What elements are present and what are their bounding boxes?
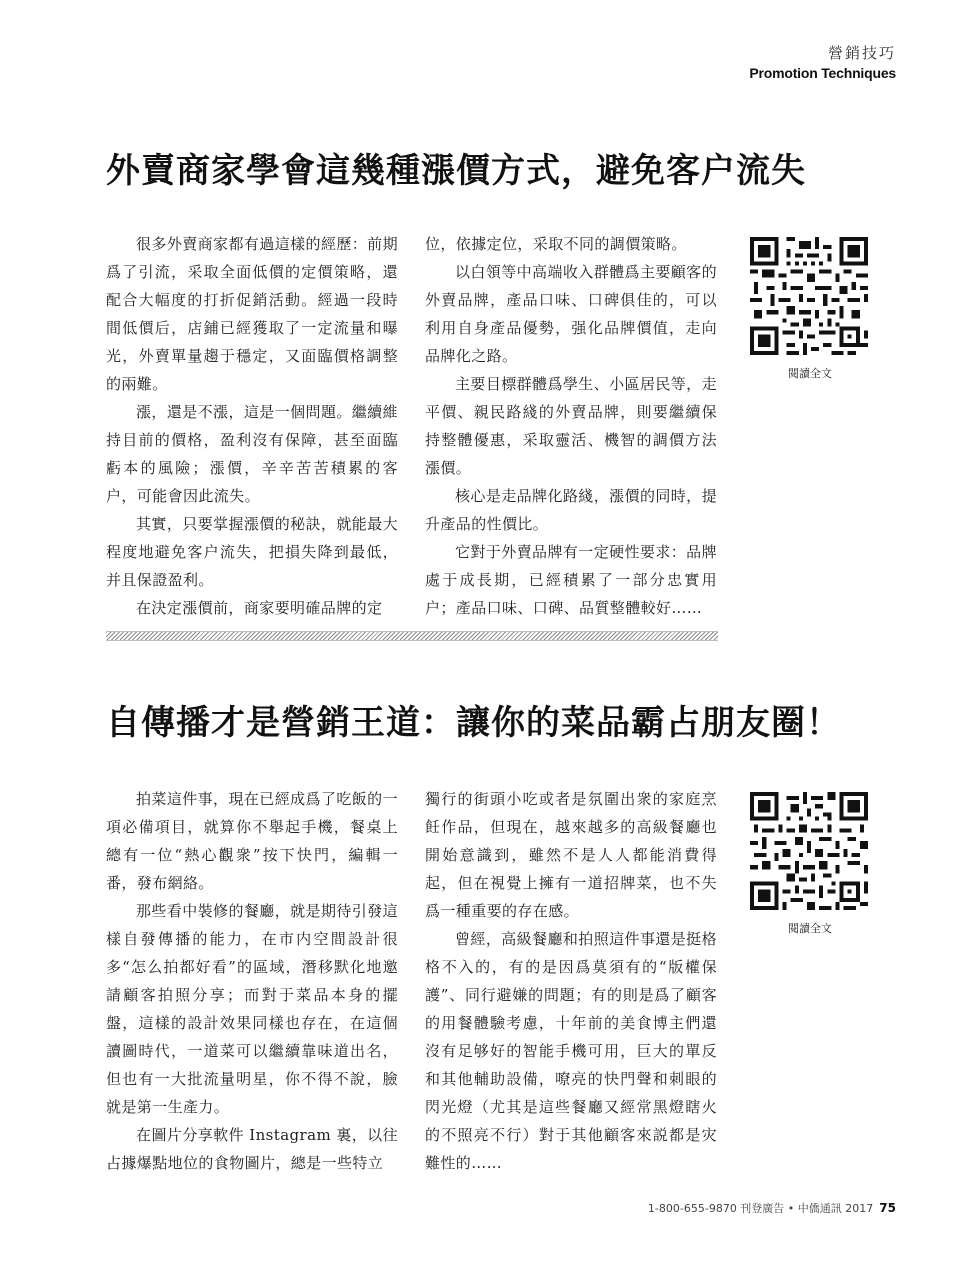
paragraph: 那些看中裝修的餐廳，就是期待引發這樣自發傳播的能力，在市内空間設計很多“怎么拍都好看”的區域，潛移默化地邀請顧客拍照分享；而對于菜品本身的擺盤，這樣的設計效果同樣也存在，在這個讀圖時代，一道菜可以繼續靠味道出名，但也有一大批流量明星，你不得不說，臉就是第一生產力。 <box>106 902 398 1116</box>
qr-caption: 閱讀全文 <box>788 367 832 380</box>
paragraph: 它對于外賣品牌有一定硬性要求：品牌處于成長期，已經積累了一部分忠實用户；產品口味、口碑、品質整體較好…… <box>425 543 717 617</box>
article1-qr[interactable] <box>750 237 870 381</box>
article2-column-left <box>106 785 398 1177</box>
paragraph: 曾經，高級餐廳和拍照這件事還是挺格格不入的，有的是因爲莫須有的“版權保護”、同行避嫌的問題；有的則是爲了顧客的用餐體驗考慮，十年前的美食博主們還沒有足够好的智能手機可用，巨大的單反和其他輔助設備，嘹亮的快門聲和刺眼的閃光燈（尤其是這些餐廳又經常黑燈瞎火的不照亮不行）對于其他顧客來説都是灾難性的…… <box>425 930 717 1172</box>
footer-text: 1-800-655-9870 刊登廣告 • 中僑通訊 2017 <box>647 1202 874 1215</box>
qr-code-icon[interactable] <box>750 792 868 910</box>
section-title-en: Promotion Techniques <box>749 65 896 81</box>
paragraph: 在圖片分享軟件 Instagram 裏，以往占據爆點地位的食物圖片，總是一些特立 <box>106 1126 398 1172</box>
paragraph: 主要目標群體爲學生、小區居民等，走平價、親民路綫的外賣品牌，則要繼續保持整體優惠，采取靈活、機智的調價方法漲價。 <box>425 375 717 477</box>
paragraph: 在決定漲價前，商家要明確品牌的定 <box>136 599 383 617</box>
paragraph: 以白領等中高端收入群體爲主要顧客的外賣品牌，產品口味、口碑俱佳的，可以利用自身產品優勢，强化品牌價值，走向品牌化之路。 <box>425 263 717 365</box>
article2-qr[interactable] <box>750 792 870 936</box>
paragraph: 核心是走品牌化路綫，漲價的同時，提升產品的性價比。 <box>425 487 717 533</box>
section-title-zh: 營銷技巧 <box>827 44 896 62</box>
qr-caption: 閱讀全文 <box>788 922 832 935</box>
article1-column-right <box>425 230 717 622</box>
article2-title: 自傳播才是營銷王道：讓你的菜品霸占朋友圈！ <box>106 703 841 743</box>
article1-column-left <box>106 230 398 622</box>
paragraph: 拍菜這件事，現在已經成爲了吃飯的一項必備項目，就算你不舉起手機，餐桌上總有一位“熱心觀衆”按下快門，編輯一番，發布網絡。 <box>106 790 398 892</box>
article1-title: 外賣商家學會這幾種漲價方式，避免客户流失 <box>106 151 806 191</box>
paragraph: 位，依據定位，采取不同的調價策略。 <box>425 235 687 253</box>
page-footer <box>648 1200 896 1216</box>
section-divider <box>106 631 718 641</box>
paragraph: 很多外賣商家都有過這樣的經歷：前期爲了引流，采取全面低價的定價策略，還配合大幅度的打折促銷活動。經過一段時間低價后，店鋪已經獲取了一定流量和曝光，外賣單量趨于穩定，又面臨價格調整的兩難。 <box>106 235 398 393</box>
page-number: 75 <box>879 1201 896 1215</box>
paragraph: 漲，還是不漲，這是一個問題。繼續維持目前的價格，盈利沒有保障，甚至面臨虧本的風險；漲價，辛辛苦苦積累的客户，可能會因此流失。 <box>106 403 398 505</box>
qr-code-icon[interactable] <box>750 237 868 355</box>
paragraph: 獨行的街頭小吃或者是氛圍出衆的家庭烹飪作品，但現在，越來越多的高級餐廳也開始意識到，雖然不是人人都能消費得起，但在視覺上擁有一道招牌菜，也不失爲一種重要的存在感。 <box>425 790 717 920</box>
paragraph: 其實，只要掌握漲價的秘訣，就能最大程度地避免客户流失，把損失降到最低，并且保證盈利。 <box>106 515 398 589</box>
article2-column-right <box>425 785 717 1177</box>
page-header <box>749 42 896 81</box>
